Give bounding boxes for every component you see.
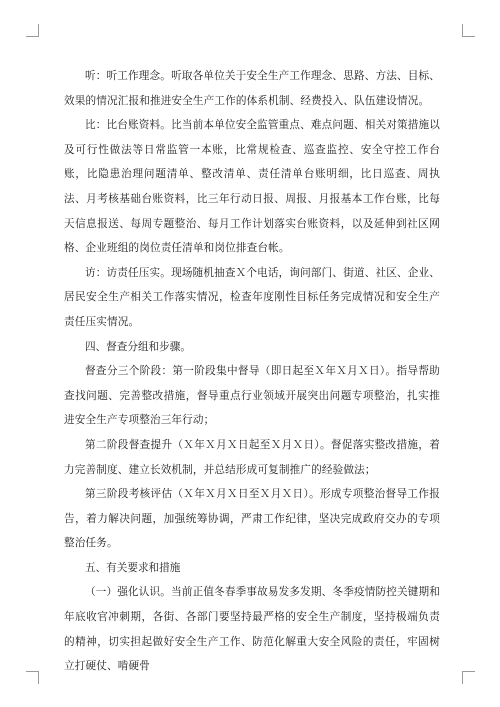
section-heading-5: 五、有关要求和措施 [85, 561, 181, 574]
paragraph-visit: 访：访责任压实。现场随机抽查Ｘ个电话，询问部门、街道、社区、企业、居民安全生产相关工作落实情况，检查年度刚性目标任务完成情况和安全生产责任压实情况。 [64, 266, 440, 328]
paragraph-compare: 比：比台账资料。比当前本单位安全监管重点、难点问题、相关对策措施以及可行性做法等日常监管一本账，比常规检查、巡查监控、安全守控工作台账，比隐患治理问题清单、整改清单、责任清单台账明细，比日巡查、周执法、月考核基础台账资料，比三年行动日报、周报、月报基本工作台账，比每天信息报送、每周专题整治、每月工作计划落实台账资料，以及延伸到社区网格、企业班组的岗位责任清单和岗位排查台帐。 [64, 119, 440, 255]
document-body [64, 64, 440, 679]
paragraph-stage-1: 督查分三个阶段：第一阶段集中督导（即日起至Ｘ年Ｘ月Ｘ日）。指导帮助查找问题、完善整改措施，督导重点行业领域开展突出问题专项整治，扎实推进安全生产专项整治三年行动； [64, 365, 440, 427]
paragraph-listen: 听：听工作理念。听取各单位关于安全生产工作理念、思路、方法、目标、效果的情况汇报和推进安全生产工作的体系机制、经费投入、队伍建设情况。 [64, 70, 440, 107]
paragraph-awareness: （一）强化认识。当前正值冬春季事故易发多发期、冬季疫情防控关键期和年底收官冲刺期，各街、各部门要坚持最严格的安全生产制度，坚持极端负责的精神，切实担起做好安全生产工作、防范化解重大安全风险的责任，牢固树立打硬仗、啃硬骨 [64, 586, 440, 673]
section-heading-4: 四、督查分组和步骤。 [85, 340, 191, 353]
paragraph-stage-3: 第三阶段考核评估（Ｘ年Ｘ月Ｘ日至Ｘ月Ｘ日）。形成专项整治督导工作报告，着力解决问题，加强统筹协调，严肃工作纪律，坚决完成政府交办的专项整治任务。 [64, 488, 440, 550]
paragraph-stage-2: 第二阶段督查提升（Ｘ年Ｘ月Ｘ日起至Ｘ月Ｘ日）。督促落实整改措施，着力完善制度、建立长效机制，并总结形成可复制推广的经验做法； [64, 438, 440, 476]
crop-mark-bottom-right [462, 671, 475, 684]
crop-mark-top-right [462, 24, 475, 37]
crop-mark-top-left [26, 24, 39, 37]
crop-mark-bottom-left [26, 671, 39, 684]
